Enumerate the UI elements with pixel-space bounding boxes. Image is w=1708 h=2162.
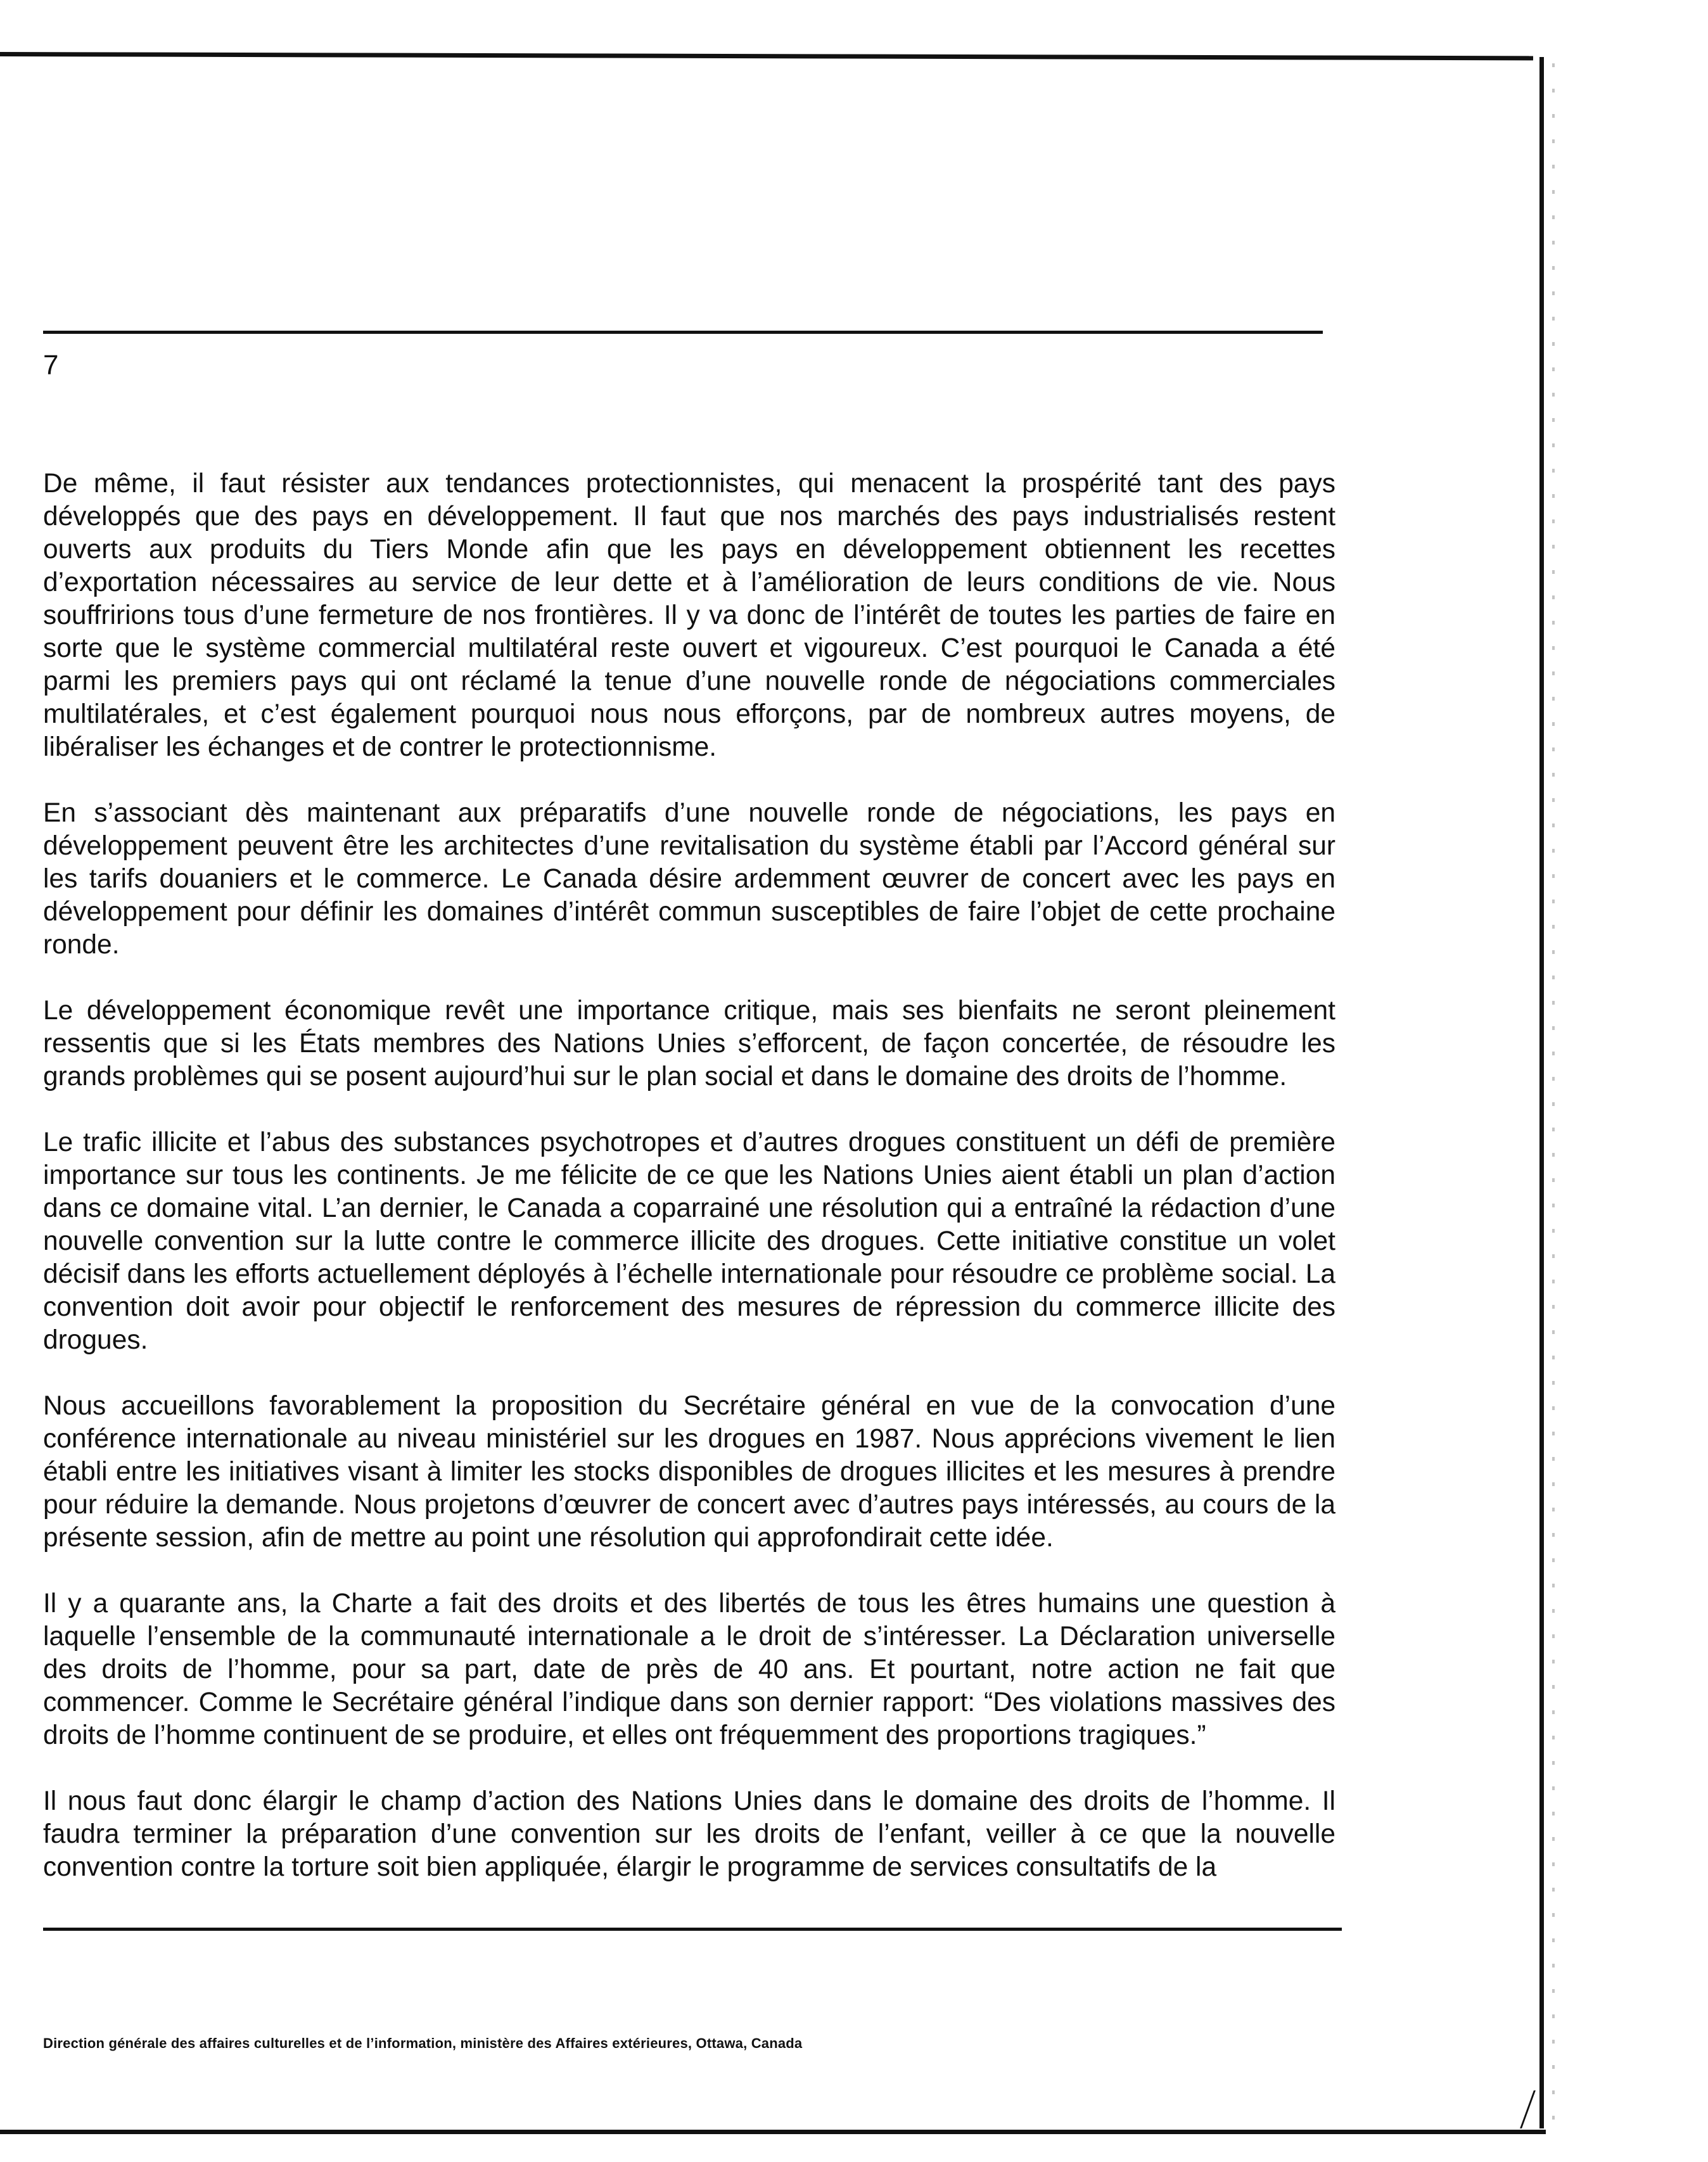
- paragraph: Le développement économique revêt une importance critique, mais ses bienfaits ne seront pleinement ressentis que si les États membres des Nations Unies s’efforcent, de façon concertée, de résoudre les grands problèmes qui se posent aujourd’hui sur le plan social et dans le domaine des droits de l’homme.: [43, 996, 1335, 1091]
- header-rule: [43, 331, 1323, 334]
- paragraph: Il nous faut donc élargir le champ d’action des Nations Unies dans le domaine des droits de l’homme. Il faudra terminer la préparation d’une convention sur les droits de l’enfant, veiller à ce que la nouvelle convention contre la torture soit bien appliquée, élargir le programme de services consultatifs de la: [43, 1786, 1335, 1882]
- footer-rule: [43, 1928, 1342, 1931]
- page-number: 7: [43, 350, 59, 381]
- page-border-top: [0, 52, 1533, 60]
- paragraph: Le trafic illicite et l’abus des substances psychotropes et d’autres drogues constituent un défi de première importance sur tous les continents. Je me félicite de ce que les Nations Unies aient établi un plan d’action dans ce domaine vital. L’an dernier, le Canada a coparrainé une résolution qui a entraîné la rédaction d’une nouvelle convention sur la lutte contre le commerce illicite des drogues. Cette initiative constitue un volet décisif dans les efforts actuellement déployés à l’échelle internationale pour résoudre ce problème social. La convention doit avoir pour objectif le renforcement des mesures de répression du commerce illicite des drogues.: [43, 1128, 1335, 1355]
- footer-credit: Direction générale des affaires culturelles et de l’information, ministère des Affaires extérieures, Ottawa, Canada: [43, 2035, 803, 2051]
- paragraph: Il y a quarante ans, la Charte a fait des droits et des libertés de tous les êtres humains une question à laquelle l’ensemble de la communauté internationale a le droit de s’intéresser. La Déclaration universelle des droits de l’homme, pour sa part, date de près de 40 ans. Et pourtant, notre action ne fait que commencer. Comme le Secrétaire général l’indique dans son dernier rapport: “Des violations massives des droits de l’homme continuent de se produire, et elles ont fréquemment des proportions tragiques.”: [43, 1589, 1335, 1750]
- document-body: [43, 467, 1335, 1917]
- page-corner-mark: [1520, 2090, 1555, 2128]
- paragraph: Nous accueillons favorablement la proposition du Secrétaire général en vue de la convocation d’une conférence internationale au niveau ministériel sur les drogues en 1987. Nous apprécions vivement le lien établi entre les initiatives visant à limiter les stocks disponibles de drogues illicites et les mesures à prendre pour réduire la demande. Nous projetons d’œuvrer de concert avec d’autres pays intéressés, au cours de la présente session, afin de mettre au point une résolution qui approfondirait cette idée.: [43, 1391, 1335, 1553]
- scan-edge-artifact: [1552, 63, 1555, 2128]
- paragraph: De même, il faut résister aux tendances protectionnistes, qui menacent la prospérité tant des pays développés que des pays en développement. Il faut que nos marchés des pays industrialisés restent ouverts aux produits du Tiers Monde afin que les pays en développement obtiennent les recettes d’exportation nécessaires au service de leur dette et à l’amélioration de leurs conditions de vie. Nous souffririons tous d’une fermeture de nos frontières. Il y va donc de l’intérêt de toutes les parties de faire en sorte que le système commercial multilatéral reste ouvert et vigoureux. C’est pourquoi le Canada a été parmi les premiers pays qui ont réclamé la tenue d’une nouvelle ronde de négociations commerciales multilatérales, et c’est également pourquoi nous nous efforçons, par de nombreux autres moyens, de libéraliser les échanges et de contrer le protectionnisme.: [43, 469, 1335, 762]
- page-border-right: [1539, 57, 1544, 2128]
- page-border-bottom: [0, 2130, 1546, 2134]
- paragraph: En s’associant dès maintenant aux préparatifs d’une nouvelle ronde de négociations, les pays en développement peuvent être les architectes d’une revitalisation du système établi par l’Accord général sur les tarifs douaniers et le commerce. Le Canada désire ardemment œuvrer de concert avec les pays en développement pour définir les domaines d’intérêt commun susceptibles de faire l’objet de cette prochaine ronde.: [43, 798, 1335, 960]
